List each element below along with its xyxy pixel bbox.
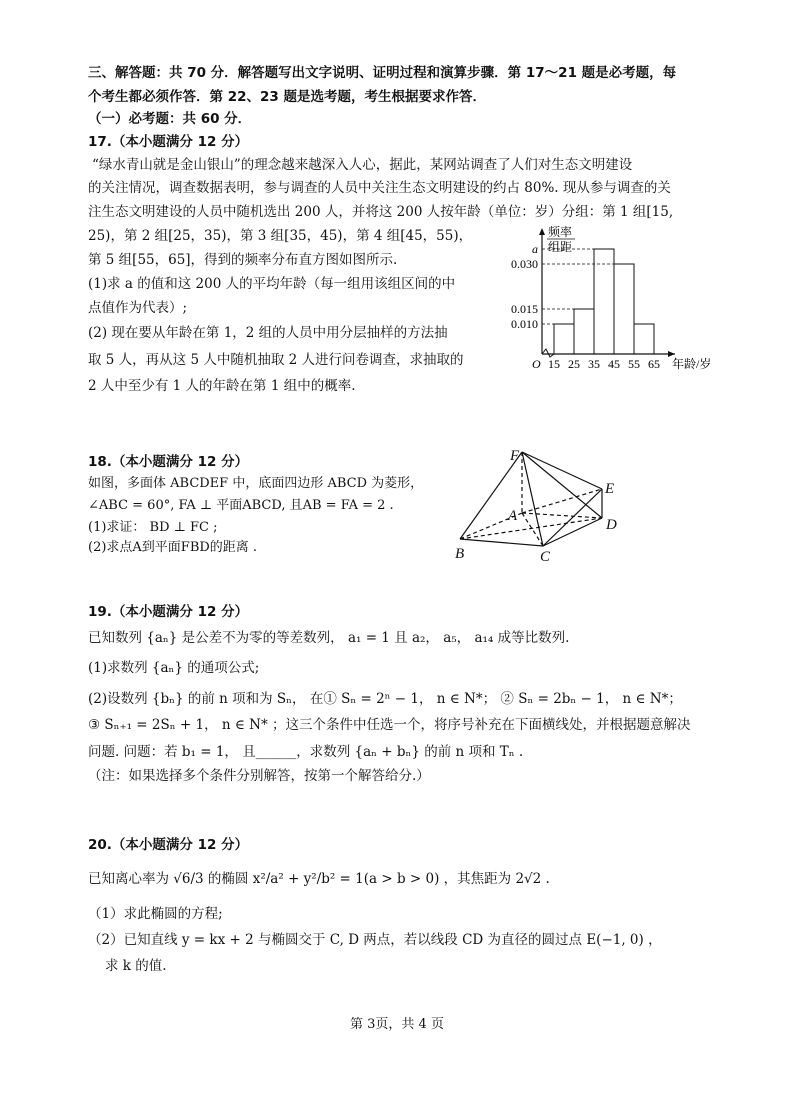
origin-label: O [532, 357, 541, 371]
q18-line1: 如图，多面体 ABCDEF 中，底面四边形 ABCD 为菱形， [88, 476, 424, 491]
vertex-label-e: E [605, 481, 615, 497]
y-tick-label: 0.015 [511, 302, 538, 316]
q17-title: 17.（本小题满分 12 分） [88, 134, 249, 150]
histogram-bar [594, 249, 614, 354]
q17-line2: 的关注情况，调查数据表明，参与调查的人员中关注生态文明建设的约占 80%. 现从参与调查的关 [88, 180, 671, 196]
q20-line2: （1）求此椭圆的方程; [88, 906, 223, 922]
y-axis-label-bottom: 组距 [548, 240, 573, 254]
q19-title: 19.（本小题满分 12 分） [88, 604, 249, 620]
x-tick-label: 25 [568, 357, 580, 371]
vertex-label-c: C [540, 549, 551, 565]
histogram-bar [614, 264, 634, 354]
q20-line4: 求 k 的值. [105, 958, 167, 974]
polyhedron-diagram [450, 440, 630, 565]
q17-line9: 取 5 人，再从这 5 人中随机抽取 2 人进行问卷调查，求抽取的 [88, 352, 464, 368]
page-footer: 第 3页，共 4 页 [350, 1017, 444, 1032]
q19-line2: (1)求数列 {aₙ} 的通项公式; [88, 660, 260, 676]
section-subheader: （一）必考题：共 60 分． [88, 111, 252, 127]
q19-line1: 已知数列 {aₙ} 是公差不为零的等差数列， a₁ = 1 且 a₂， a₅， a₁₄ 成等比数列. [88, 630, 570, 646]
vertex-label-d: D [606, 517, 617, 533]
q19-line6: （注：如果选择多个条件分别解答，按第一个解答给分.） [88, 768, 430, 784]
y-axis-label-top: 频率 [548, 225, 573, 239]
q18-title: 18.（本小题满分 12 分） [88, 454, 249, 470]
q19-line5: 问题. 问题：若 b₁ = 1， 且______，求数列 {aₙ + bₙ} 的前 n 项和 Tₙ . [88, 744, 524, 760]
q19-line3: (2)设数列 {bₙ} 的前 n 项和为 Sₙ， 在① Sₙ = 2ⁿ − 1， n ∈ N*； ② Sₙ = 2bₙ − 1， n ∈ N*； [88, 691, 682, 707]
frequency-histogram [500, 222, 720, 377]
q18-line3: (1)求证： BD ⊥ FC ; [88, 520, 218, 535]
q17-line7: 点值作为代表）; [88, 300, 188, 316]
x-tick-label: 55 [628, 357, 640, 371]
histogram-bar [554, 324, 574, 354]
q18-line4: (2)求点A到平面FBD的距离 . [88, 540, 258, 555]
q17-line3: 注生态文明建设的人员中随机选出 200 人，并将这 200 人按年龄（单位：岁）分组：第 1 组[15, [88, 204, 674, 220]
q20-line3: （2）已知直线 y = kx + 2 与椭圆交于 C, D 两点，若以线段 CD 为直径的圆过点 E(−1, 0) ， [88, 932, 662, 948]
histogram-bar [634, 324, 654, 354]
x-tick-label: 35 [588, 357, 600, 371]
histogram-bar [574, 309, 594, 354]
y-tick-label: 0.030 [511, 257, 538, 271]
y-tick-label: 0.010 [511, 317, 538, 331]
q19-line4: ③ Sₙ₊₁ = 2Sₙ + 1， n ∈ N* ；这三个条件中任选一个，将序号补充在下面横线处，并根据题意解决 [88, 717, 691, 733]
section-header-line1: 三、解答题：共 70 分．解答题写出文字说明、证明过程和演算步骤．第 17～21 题是必考题，每 [88, 65, 677, 81]
q20-title: 20.（本小题满分 12 分） [88, 837, 249, 853]
vertex-label-f: F [510, 448, 520, 464]
y-tick-label: a [532, 242, 538, 256]
q18-line2: ∠ABC = 60°, FA ⊥ 平面ABCD, 且AB = FA = 2 . [88, 498, 394, 513]
section-header-line2: 个考生都必须作答．第 22、23 题是选考题，考生根据要求作答． [88, 89, 486, 105]
q17-line1: “绿水青山就是金山银山”的理念越来越深入人心，据此，某网站调查了人们对生态文明建设 [92, 157, 633, 173]
q17-line8: (2) 现在要从年龄在第 1，2 组的人员中用分层抽样的方法抽 [88, 325, 448, 341]
x-tick-label: 15 [548, 357, 560, 371]
vertex-label-b: B [455, 546, 465, 562]
x-tick-label: 45 [608, 357, 620, 371]
q17-line4: 25)，第 2 组[25，35)，第 3 组[35，45)，第 4 组[45，55)， [88, 228, 473, 244]
vertex-label-a: A [508, 508, 518, 524]
q20-line1: 已知离心率为 √6/3 的椭圆 x²/a² + y²/b² = 1(a > b > 0) ，其焦距为 2√2 . [88, 871, 550, 887]
x-axis-label: 年龄/岁 [672, 357, 712, 371]
q17-line6: (1)求 a 的值和这 200 人的平均年龄（每一组用该组区间的中 [88, 276, 456, 292]
x-tick-label: 65 [648, 357, 660, 371]
axis-break [542, 349, 554, 357]
q17-line5: 第 5 组[55，65]，得到的频率分布直方图如图所示. [88, 252, 398, 268]
y-axis-arrow [539, 228, 545, 235]
q17-line10: 2 人中至少有 1 人的年龄在第 1 组中的概率. [88, 378, 356, 394]
